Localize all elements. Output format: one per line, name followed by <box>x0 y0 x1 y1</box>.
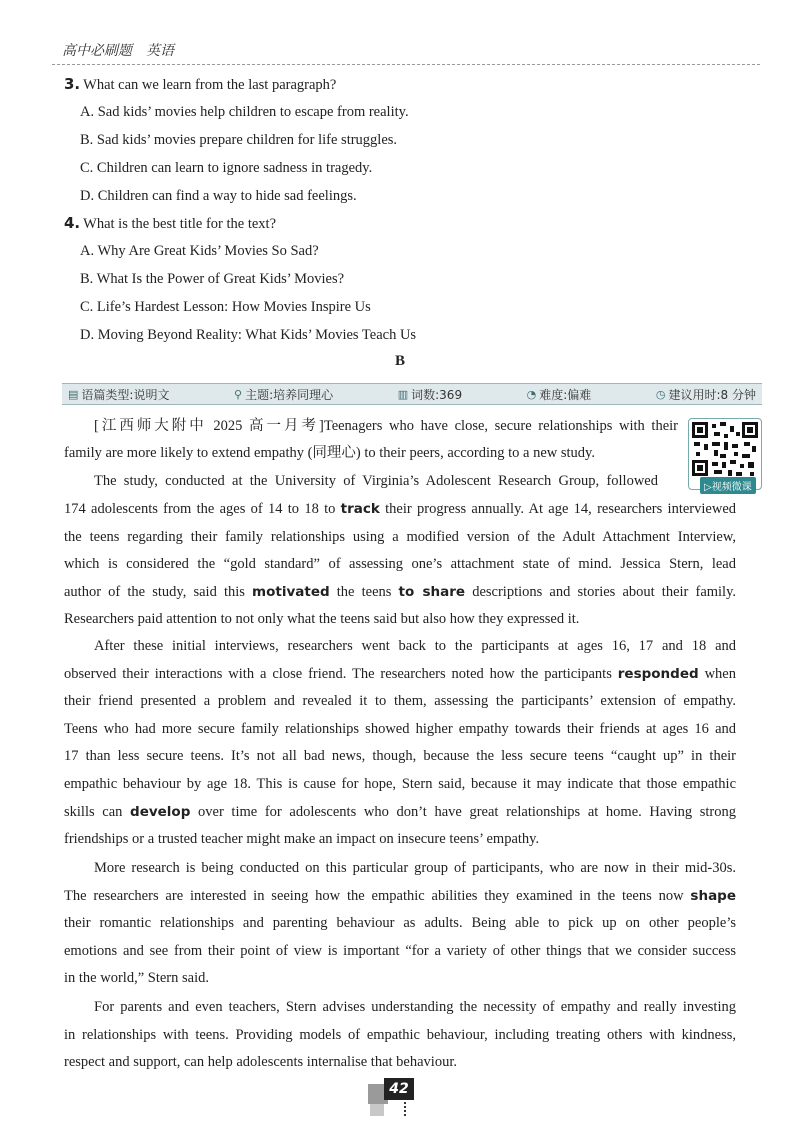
passage-paragraph-1 <box>64 413 678 441</box>
page-number-block <box>368 1078 428 1118</box>
decorative-square <box>370 1104 384 1116</box>
keyword: develop <box>130 803 191 820</box>
text-line: author of the study, said this motivated the teens to share descriptions and stories about their family. <box>64 583 736 600</box>
text-line: Researchers paid attention to not only what the teens said but also how they expressed it. <box>64 611 580 628</box>
question-number: 4. <box>64 214 81 232</box>
text-line: 17 than less secure teens. It’s not all bad news, though, because the less secure teens “caught up” in their <box>64 748 736 765</box>
option-3b: B. Sad kids’ movies prepare children for life struggles. <box>80 132 398 148</box>
text-line: their romantic relationships and parenting behaviour as adults. Being able to pick up on other people’s <box>64 915 736 932</box>
text-line: [江西师大附中 2025 高一月考]Teenagers who have close, secure relationships with their <box>94 418 678 434</box>
decorative-dots <box>404 1102 406 1118</box>
option-4a: A. Why Are Great Kids’ Movies So Sad? <box>80 243 319 259</box>
play-icon: ▷ <box>704 482 712 493</box>
text-line: in the world,” Stern said. <box>64 970 209 987</box>
text-line: For parents and even teachers, Stern advises understanding the necessity of empathy and really investing <box>94 999 736 1015</box>
text-line: The study, conducted at the University of Virginia’s Adolescent Research Group, followed <box>94 473 658 489</box>
text-line: 174 adolescents from the ages of 14 to 18 to track their progress annually. At age 14, researchers interviewed <box>64 501 736 517</box>
search-icon: ⚲ <box>234 387 243 401</box>
keyword: responded <box>617 665 699 682</box>
option-3c: C. Children can learn to ignore sadness in tragedy. <box>80 160 373 176</box>
word-count-info: ▥ 词数:369 <box>397 387 463 402</box>
passage-paragraph-3 <box>64 633 736 854</box>
text-line: emotions and see from their point of view is important “for a variety of other things that we consider success <box>64 942 736 959</box>
document-icon: ▤ <box>68 387 79 401</box>
passage-paragraph-5 <box>64 994 736 1077</box>
genre-info: ▤ 语篇类型:说明文 <box>68 387 170 402</box>
question-4 <box>64 213 276 234</box>
text-line: in relationships with teens. Providing models of empathic behaviour, including treating others with kindness, <box>64 1026 736 1043</box>
passage-paragraph-2-cont <box>64 496 736 634</box>
text-line: The researchers are interested in seeing how the empathic abilities they examined in the teens now shape <box>64 887 736 904</box>
option-3d: D. Children can find a way to hide sad feelings. <box>80 188 357 204</box>
keyword: to share <box>398 583 466 600</box>
option-3a: A. Sad kids’ movies help children to escape from reality. <box>80 104 409 120</box>
video-lesson-label[interactable]: ▷视频微课 <box>700 477 756 494</box>
book-icon: ▥ <box>397 387 409 401</box>
option-4b: B. What Is the Power of Great Kids’ Movies? <box>80 271 345 287</box>
text-line: observed their interactions with a close friend. The researchers noted how the participants responded when <box>64 665 736 682</box>
text-line: their friend presented a problem and revealed it to them, assessing the participants’ extension of empathy. <box>64 693 736 710</box>
question-number: 3. <box>64 75 81 93</box>
keyword: shape <box>690 887 736 904</box>
text-line: empathic behaviour by age 18. This is cause for hope, Stern said, because it may indicate that those empathic <box>64 775 736 792</box>
running-header: 高中必刷题 英语 <box>62 43 174 59</box>
text-line: which is considered the “gold standard” of assessing one’s attachment state of mind. Jessica Stern, lead <box>64 556 736 573</box>
section-heading: B <box>394 353 405 369</box>
time-info: ◷ 建议用时:8 分钟 <box>655 387 756 402</box>
text-line: After these initial interviews, researchers went back to the participants at ages 16, 17 and 18 and <box>94 638 736 654</box>
text-line: friendships or a trusted teacher might make an impact on insecure teens’ empathy. <box>64 831 540 848</box>
text-line: family are more likely to extend empathy (同理心) to their peers, according to a new study. <box>64 445 595 461</box>
keyword: track <box>340 501 380 517</box>
text-line: skills can develop over time for adolescents who don’t have great relationships at home. Having strong <box>64 803 736 820</box>
passage-paragraph-4 <box>64 855 736 993</box>
qr-code-icon <box>692 422 758 476</box>
page-number: 42 <box>384 1078 414 1100</box>
passage-info-bar <box>62 383 762 405</box>
keyword: motivated <box>252 583 330 600</box>
option-4c: C. Life’s Hardest Lesson: How Movies Inspire Us <box>80 299 371 315</box>
topic-info: ⚲ 主题:培养同理心 <box>234 387 334 402</box>
text-line: Teens who had more secure family relationships showed higher empathy towards their friends at ages 16 and <box>64 720 736 737</box>
header-divider <box>52 64 762 65</box>
gauge-icon: ◔ <box>526 387 537 401</box>
text-line: More research is being conducted on this particular group of participants, who are now in their mid-30s. <box>94 860 736 876</box>
option-4d: D. Moving Beyond Reality: What Kids’ Movies Teach Us <box>80 327 417 343</box>
clock-icon: ◷ <box>655 387 666 401</box>
question-stem: What can we learn from the last paragraph? <box>83 77 337 93</box>
text-line: the teens regarding their family relationships using a modified version of the Adult Attachment Interview, <box>64 528 736 545</box>
question-3 <box>64 74 336 95</box>
difficulty-info: ◔ 难度:偏难 <box>526 387 592 402</box>
passage-paragraph-1-cont <box>64 440 684 468</box>
text-line: respect and support, can help adolescents internalise that behaviour. <box>64 1054 457 1071</box>
question-stem: What is the best title for the text? <box>83 216 277 232</box>
passage-paragraph-2 <box>64 468 658 496</box>
